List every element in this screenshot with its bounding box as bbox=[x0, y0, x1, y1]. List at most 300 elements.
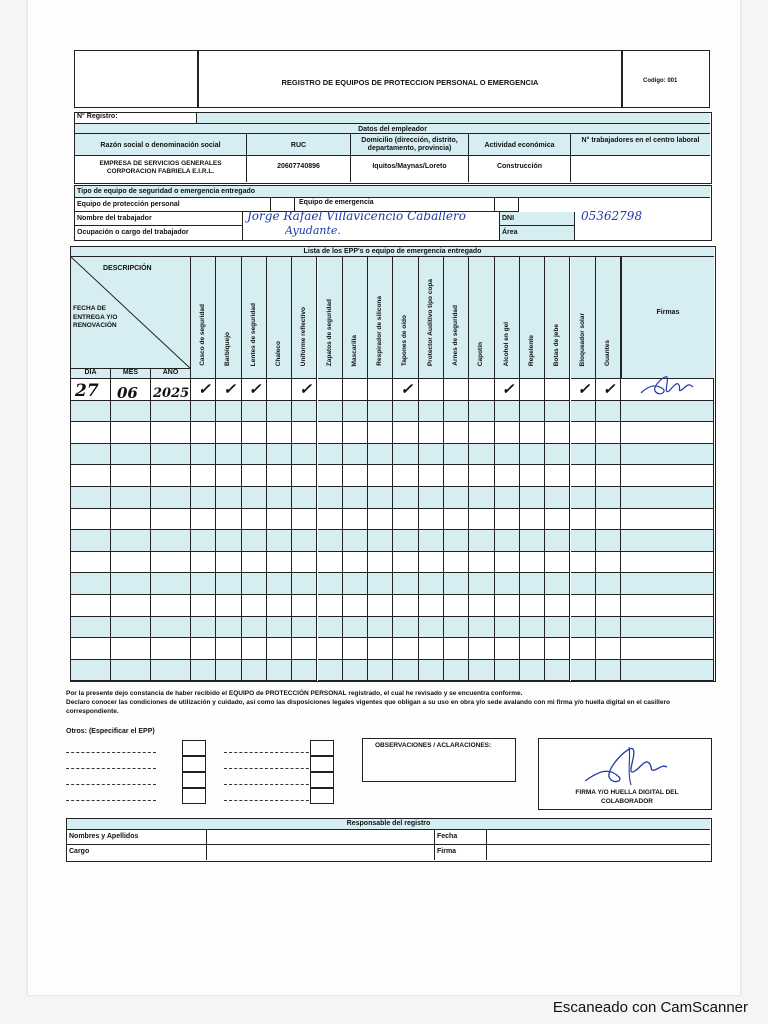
grid-cell[interactable] bbox=[393, 617, 418, 639]
grid-cell[interactable] bbox=[151, 660, 191, 682]
grid-cell[interactable] bbox=[292, 444, 317, 466]
grid-cell[interactable] bbox=[111, 617, 151, 639]
grid-cell[interactable] bbox=[520, 444, 545, 466]
grid-cell[interactable] bbox=[520, 530, 545, 552]
grid-cell[interactable] bbox=[71, 509, 111, 531]
grid-cell[interactable] bbox=[596, 401, 621, 423]
grid-cell[interactable] bbox=[495, 509, 520, 531]
grid-cell[interactable] bbox=[343, 617, 368, 639]
grid-cell[interactable] bbox=[393, 465, 418, 487]
nombre-value[interactable]: Jorge Rafael Villavicencio Caballero bbox=[247, 209, 466, 223]
nombres-field[interactable] bbox=[207, 830, 435, 845]
grid-cell[interactable] bbox=[520, 573, 545, 595]
otros-line[interactable] bbox=[66, 752, 156, 753]
grid-cell[interactable] bbox=[444, 444, 469, 466]
grid-cell[interactable] bbox=[444, 617, 469, 639]
otros-line[interactable] bbox=[224, 800, 314, 801]
grid-cell[interactable] bbox=[444, 509, 469, 531]
grid-cell[interactable] bbox=[545, 401, 570, 423]
grid-cell[interactable] bbox=[596, 530, 621, 552]
grid-cell[interactable] bbox=[419, 660, 444, 682]
grid-cell[interactable] bbox=[419, 379, 444, 401]
grid-cell[interactable] bbox=[444, 401, 469, 423]
otros-checkbox[interactable] bbox=[310, 788, 334, 804]
grid-cell[interactable] bbox=[368, 660, 393, 682]
grid-cell[interactable] bbox=[444, 530, 469, 552]
grid-cell[interactable] bbox=[368, 638, 393, 660]
grid-cell[interactable] bbox=[111, 401, 151, 423]
grid-cell[interactable] bbox=[393, 638, 418, 660]
grid-cell[interactable] bbox=[419, 530, 444, 552]
grid-cell[interactable] bbox=[292, 638, 317, 660]
grid-cell[interactable] bbox=[71, 573, 111, 595]
grid-cell[interactable] bbox=[343, 530, 368, 552]
grid-cell[interactable] bbox=[71, 595, 111, 617]
grid-cell[interactable] bbox=[343, 487, 368, 509]
grid-cell[interactable] bbox=[621, 509, 714, 531]
otros-line[interactable] bbox=[224, 784, 314, 785]
grid-cell[interactable] bbox=[469, 573, 494, 595]
grid-cell[interactable] bbox=[216, 552, 241, 574]
grid-cell[interactable] bbox=[267, 617, 292, 639]
otros-checkbox[interactable] bbox=[310, 756, 334, 772]
grid-cell[interactable] bbox=[191, 617, 216, 639]
grid-cell[interactable] bbox=[596, 595, 621, 617]
grid-cell[interactable] bbox=[571, 530, 596, 552]
grid-cell[interactable] bbox=[571, 552, 596, 574]
grid-cell[interactable] bbox=[419, 422, 444, 444]
grid-cell[interactable] bbox=[343, 552, 368, 574]
grid-cell[interactable] bbox=[571, 487, 596, 509]
grid-cell[interactable] bbox=[242, 638, 267, 660]
grid-cell[interactable] bbox=[495, 660, 520, 682]
grid-cell[interactable] bbox=[191, 465, 216, 487]
grid-cell[interactable] bbox=[216, 573, 241, 595]
grid-cell[interactable] bbox=[318, 530, 343, 552]
grid-cell[interactable] bbox=[495, 617, 520, 639]
grid-cell[interactable] bbox=[267, 530, 292, 552]
grid-cell[interactable] bbox=[318, 595, 343, 617]
grid-cell[interactable] bbox=[292, 509, 317, 531]
grid-cell[interactable] bbox=[469, 444, 494, 466]
grid-cell[interactable] bbox=[216, 530, 241, 552]
grid-cell[interactable] bbox=[242, 573, 267, 595]
grid-cell[interactable] bbox=[596, 509, 621, 531]
grid-cell[interactable] bbox=[571, 617, 596, 639]
firma-colaborador-box[interactable] bbox=[538, 738, 712, 810]
grid-cell[interactable] bbox=[292, 660, 317, 682]
grid-cell[interactable] bbox=[111, 422, 151, 444]
grid-cell[interactable] bbox=[216, 487, 241, 509]
grid-cell[interactable] bbox=[419, 444, 444, 466]
grid-cell[interactable] bbox=[111, 573, 151, 595]
grid-cell[interactable] bbox=[71, 422, 111, 444]
grid-cell[interactable] bbox=[191, 660, 216, 682]
grid-cell[interactable] bbox=[111, 595, 151, 617]
grid-cell[interactable] bbox=[242, 617, 267, 639]
grid-cell[interactable] bbox=[71, 530, 111, 552]
grid-cell[interactable] bbox=[191, 595, 216, 617]
grid-cell[interactable] bbox=[242, 465, 267, 487]
grid-cell[interactable] bbox=[393, 509, 418, 531]
grid-cell[interactable] bbox=[545, 509, 570, 531]
fecha-field[interactable] bbox=[487, 830, 710, 845]
grid-cell[interactable] bbox=[267, 422, 292, 444]
grid-cell[interactable] bbox=[469, 638, 494, 660]
grid-cell[interactable] bbox=[318, 401, 343, 423]
grid-cell[interactable] bbox=[621, 444, 714, 466]
grid-cell[interactable] bbox=[571, 573, 596, 595]
grid-cell[interactable] bbox=[495, 638, 520, 660]
grid-cell[interactable] bbox=[343, 444, 368, 466]
grid-cell[interactable] bbox=[368, 487, 393, 509]
grid-cell[interactable] bbox=[71, 552, 111, 574]
grid-cell[interactable] bbox=[71, 617, 111, 639]
otros-checkbox[interactable] bbox=[310, 740, 334, 756]
grid-cell[interactable] bbox=[267, 465, 292, 487]
grid-cell[interactable] bbox=[242, 530, 267, 552]
otros-checkbox[interactable] bbox=[182, 788, 206, 804]
grid-cell[interactable] bbox=[520, 552, 545, 574]
grid-cell[interactable] bbox=[267, 401, 292, 423]
grid-cell[interactable] bbox=[368, 379, 393, 401]
grid-cell[interactable] bbox=[151, 617, 191, 639]
grid-cell[interactable] bbox=[191, 573, 216, 595]
grid-cell[interactable] bbox=[495, 444, 520, 466]
grid-cell[interactable] bbox=[596, 660, 621, 682]
grid-cell[interactable] bbox=[444, 573, 469, 595]
grid-cell[interactable] bbox=[621, 573, 714, 595]
grid-cell[interactable] bbox=[151, 487, 191, 509]
grid-cell[interactable] bbox=[216, 422, 241, 444]
grid-cell[interactable] bbox=[151, 444, 191, 466]
grid-cell[interactable] bbox=[520, 617, 545, 639]
grid-cell[interactable] bbox=[596, 465, 621, 487]
grid-cell[interactable] bbox=[469, 379, 494, 401]
grid-cell[interactable] bbox=[343, 422, 368, 444]
grid-cell[interactable] bbox=[151, 638, 191, 660]
registro-field[interactable] bbox=[197, 113, 710, 123]
grid-cell[interactable] bbox=[545, 379, 570, 401]
grid-cell[interactable] bbox=[419, 487, 444, 509]
grid-cell[interactable] bbox=[71, 401, 111, 423]
row1-dia[interactable]: 27 bbox=[75, 381, 99, 401]
grid-cell[interactable] bbox=[571, 660, 596, 682]
grid-cell[interactable] bbox=[242, 595, 267, 617]
otros-line[interactable] bbox=[66, 800, 156, 801]
grid-cell[interactable] bbox=[292, 487, 317, 509]
grid-cell[interactable] bbox=[216, 401, 241, 423]
grid-cell[interactable] bbox=[292, 530, 317, 552]
observaciones-box[interactable] bbox=[362, 738, 516, 782]
grid-cell[interactable] bbox=[216, 595, 241, 617]
grid-cell[interactable] bbox=[216, 660, 241, 682]
grid-cell[interactable] bbox=[242, 509, 267, 531]
grid-cell[interactable] bbox=[191, 487, 216, 509]
grid-cell[interactable] bbox=[242, 422, 267, 444]
grid-cell[interactable] bbox=[318, 660, 343, 682]
grid-cell[interactable] bbox=[318, 379, 343, 401]
grid-cell[interactable] bbox=[545, 573, 570, 595]
grid-cell[interactable] bbox=[621, 487, 714, 509]
grid-cell[interactable] bbox=[267, 595, 292, 617]
grid-cell[interactable] bbox=[318, 444, 343, 466]
grid-cell[interactable] bbox=[495, 487, 520, 509]
grid-cell[interactable] bbox=[469, 552, 494, 574]
grid-cell[interactable] bbox=[393, 552, 418, 574]
grid-cell[interactable] bbox=[419, 401, 444, 423]
grid-cell[interactable] bbox=[71, 660, 111, 682]
grid-cell[interactable] bbox=[318, 422, 343, 444]
grid-cell[interactable] bbox=[111, 509, 151, 531]
grid-cell[interactable] bbox=[368, 552, 393, 574]
grid-cell[interactable] bbox=[621, 422, 714, 444]
grid-cell[interactable] bbox=[71, 638, 111, 660]
grid-cell[interactable] bbox=[191, 401, 216, 423]
grid-cell[interactable] bbox=[520, 379, 545, 401]
grid-cell[interactable] bbox=[216, 638, 241, 660]
grid-cell[interactable] bbox=[596, 422, 621, 444]
grid-cell[interactable] bbox=[571, 465, 596, 487]
grid-cell[interactable] bbox=[318, 617, 343, 639]
grid-cell[interactable] bbox=[444, 422, 469, 444]
grid-cell[interactable] bbox=[216, 617, 241, 639]
grid-cell[interactable] bbox=[393, 487, 418, 509]
grid-cell[interactable] bbox=[419, 617, 444, 639]
row1-anio[interactable]: 2025 bbox=[153, 386, 190, 401]
otros-line[interactable] bbox=[66, 784, 156, 785]
grid-cell[interactable] bbox=[495, 422, 520, 444]
grid-cell[interactable] bbox=[191, 509, 216, 531]
grid-cell[interactable] bbox=[151, 401, 191, 423]
grid-cell[interactable] bbox=[343, 660, 368, 682]
grid-cell[interactable] bbox=[191, 530, 216, 552]
grid-cell[interactable] bbox=[393, 444, 418, 466]
grid-cell[interactable] bbox=[318, 465, 343, 487]
cargo-field[interactable] bbox=[207, 845, 435, 860]
otros-checkbox[interactable] bbox=[310, 772, 334, 788]
grid-cell[interactable] bbox=[469, 487, 494, 509]
grid-cell[interactable] bbox=[318, 552, 343, 574]
grid-cell[interactable] bbox=[242, 552, 267, 574]
grid-cell[interactable] bbox=[393, 660, 418, 682]
grid-cell[interactable] bbox=[621, 552, 714, 574]
grid-cell[interactable] bbox=[368, 465, 393, 487]
grid-cell[interactable] bbox=[545, 660, 570, 682]
grid-cell[interactable] bbox=[495, 595, 520, 617]
grid-cell[interactable] bbox=[111, 487, 151, 509]
grid-cell[interactable] bbox=[545, 595, 570, 617]
grid-cell[interactable] bbox=[242, 487, 267, 509]
grid-cell[interactable] bbox=[571, 444, 596, 466]
grid-cell[interactable] bbox=[191, 552, 216, 574]
grid-cell[interactable] bbox=[343, 379, 368, 401]
grid-cell[interactable] bbox=[368, 530, 393, 552]
grid-cell[interactable] bbox=[545, 487, 570, 509]
grid-cell[interactable] bbox=[621, 530, 714, 552]
grid-cell[interactable] bbox=[151, 573, 191, 595]
grid-cell[interactable] bbox=[151, 465, 191, 487]
grid-cell[interactable] bbox=[343, 509, 368, 531]
grid-cell[interactable] bbox=[111, 444, 151, 466]
grid-cell[interactable] bbox=[216, 509, 241, 531]
grid-cell[interactable] bbox=[419, 573, 444, 595]
grid-cell[interactable] bbox=[267, 552, 292, 574]
grid-cell[interactable] bbox=[419, 509, 444, 531]
grid-cell[interactable] bbox=[368, 509, 393, 531]
grid-cell[interactable] bbox=[545, 444, 570, 466]
grid-cell[interactable] bbox=[151, 509, 191, 531]
grid-cell[interactable] bbox=[393, 595, 418, 617]
grid-cell[interactable] bbox=[111, 465, 151, 487]
grid-cell[interactable] bbox=[444, 487, 469, 509]
grid-cell[interactable] bbox=[495, 573, 520, 595]
grid-cell[interactable] bbox=[343, 401, 368, 423]
grid-cell[interactable] bbox=[520, 638, 545, 660]
grid-cell[interactable] bbox=[267, 444, 292, 466]
grid-cell[interactable] bbox=[545, 552, 570, 574]
grid-cell[interactable] bbox=[444, 638, 469, 660]
grid-cell[interactable] bbox=[151, 422, 191, 444]
grid-cell[interactable] bbox=[596, 552, 621, 574]
grid-cell[interactable] bbox=[469, 660, 494, 682]
grid-cell[interactable] bbox=[368, 573, 393, 595]
dni-value[interactable]: 05362798 bbox=[581, 209, 643, 223]
grid-cell[interactable] bbox=[596, 573, 621, 595]
grid-cell[interactable] bbox=[520, 595, 545, 617]
grid-cell[interactable] bbox=[292, 401, 317, 423]
grid-cell[interactable] bbox=[368, 444, 393, 466]
grid-cell[interactable] bbox=[520, 422, 545, 444]
grid-cell[interactable] bbox=[267, 487, 292, 509]
grid-cell[interactable] bbox=[393, 573, 418, 595]
grid-cell[interactable] bbox=[419, 595, 444, 617]
grid-cell[interactable] bbox=[292, 422, 317, 444]
grid-cell[interactable] bbox=[469, 465, 494, 487]
grid-cell[interactable] bbox=[444, 660, 469, 682]
grid-cell[interactable] bbox=[111, 552, 151, 574]
grid-cell[interactable] bbox=[393, 422, 418, 444]
grid-cell[interactable] bbox=[191, 422, 216, 444]
grid-cell[interactable] bbox=[571, 638, 596, 660]
grid-cell[interactable] bbox=[393, 530, 418, 552]
grid-cell[interactable] bbox=[318, 509, 343, 531]
grid-cell[interactable] bbox=[596, 638, 621, 660]
grid-cell[interactable] bbox=[71, 444, 111, 466]
grid-cell[interactable] bbox=[495, 401, 520, 423]
grid-cell[interactable] bbox=[368, 595, 393, 617]
grid-cell[interactable] bbox=[343, 638, 368, 660]
grid-cell[interactable] bbox=[571, 401, 596, 423]
grid-cell[interactable] bbox=[545, 638, 570, 660]
otros-line[interactable] bbox=[224, 752, 314, 753]
grid-cell[interactable] bbox=[111, 660, 151, 682]
grid-cell[interactable] bbox=[444, 465, 469, 487]
grid-cell[interactable] bbox=[151, 552, 191, 574]
grid-cell[interactable] bbox=[520, 487, 545, 509]
grid-cell[interactable] bbox=[571, 509, 596, 531]
grid-cell[interactable] bbox=[545, 422, 570, 444]
grid-cell[interactable] bbox=[292, 595, 317, 617]
grid-cell[interactable] bbox=[318, 487, 343, 509]
grid-cell[interactable] bbox=[267, 660, 292, 682]
grid-cell[interactable] bbox=[596, 444, 621, 466]
grid-cell[interactable] bbox=[520, 465, 545, 487]
grid-cell[interactable] bbox=[292, 617, 317, 639]
grid-cell[interactable] bbox=[267, 638, 292, 660]
grid-cell[interactable] bbox=[419, 552, 444, 574]
grid-cell[interactable] bbox=[596, 487, 621, 509]
grid-cell[interactable] bbox=[520, 660, 545, 682]
grid-cell[interactable] bbox=[469, 401, 494, 423]
grid-cell[interactable] bbox=[621, 595, 714, 617]
grid-cell[interactable] bbox=[495, 552, 520, 574]
grid-cell[interactable] bbox=[545, 530, 570, 552]
grid-cell[interactable] bbox=[318, 573, 343, 595]
grid-cell[interactable] bbox=[151, 530, 191, 552]
grid-cell[interactable] bbox=[469, 617, 494, 639]
grid-cell[interactable] bbox=[495, 465, 520, 487]
row1-mes[interactable]: 06 bbox=[117, 384, 138, 402]
ocupacion-value[interactable]: Ayudante. bbox=[285, 224, 341, 237]
otros-line[interactable] bbox=[66, 768, 156, 769]
grid-cell[interactable] bbox=[318, 638, 343, 660]
grid-cell[interactable] bbox=[520, 509, 545, 531]
grid-cell[interactable] bbox=[151, 595, 191, 617]
grid-cell[interactable] bbox=[520, 401, 545, 423]
grid-cell[interactable] bbox=[111, 530, 151, 552]
grid-cell[interactable] bbox=[368, 617, 393, 639]
grid-cell[interactable] bbox=[292, 552, 317, 574]
grid-cell[interactable] bbox=[393, 401, 418, 423]
grid-cell[interactable] bbox=[444, 595, 469, 617]
grid-cell[interactable] bbox=[621, 617, 714, 639]
grid-cell[interactable] bbox=[267, 509, 292, 531]
grid-cell[interactable] bbox=[242, 660, 267, 682]
otros-checkbox[interactable] bbox=[182, 756, 206, 772]
grid-cell[interactable] bbox=[621, 465, 714, 487]
grid-cell[interactable] bbox=[292, 465, 317, 487]
grid-cell[interactable] bbox=[545, 617, 570, 639]
grid-cell[interactable] bbox=[444, 552, 469, 574]
grid-cell[interactable] bbox=[71, 465, 111, 487]
grid-cell[interactable] bbox=[419, 465, 444, 487]
grid-cell[interactable] bbox=[368, 401, 393, 423]
grid-cell[interactable] bbox=[368, 422, 393, 444]
otros-line[interactable] bbox=[224, 768, 314, 769]
grid-cell[interactable] bbox=[444, 379, 469, 401]
grid-cell[interactable] bbox=[242, 401, 267, 423]
grid-cell[interactable] bbox=[71, 487, 111, 509]
grid-cell[interactable] bbox=[111, 638, 151, 660]
grid-cell[interactable] bbox=[469, 530, 494, 552]
grid-cell[interactable] bbox=[267, 379, 292, 401]
grid-cell[interactable] bbox=[469, 595, 494, 617]
grid-cell[interactable] bbox=[343, 573, 368, 595]
grid-cell[interactable] bbox=[545, 465, 570, 487]
grid-cell[interactable] bbox=[292, 573, 317, 595]
grid-cell[interactable] bbox=[495, 530, 520, 552]
grid-cell[interactable] bbox=[343, 465, 368, 487]
grid-cell[interactable] bbox=[419, 638, 444, 660]
grid-cell[interactable] bbox=[343, 595, 368, 617]
otros-checkbox[interactable] bbox=[182, 740, 206, 756]
grid-cell[interactable] bbox=[216, 444, 241, 466]
grid-cell[interactable] bbox=[469, 509, 494, 531]
firma-field[interactable] bbox=[487, 845, 710, 860]
grid-cell[interactable] bbox=[571, 595, 596, 617]
grid-cell[interactable] bbox=[469, 422, 494, 444]
